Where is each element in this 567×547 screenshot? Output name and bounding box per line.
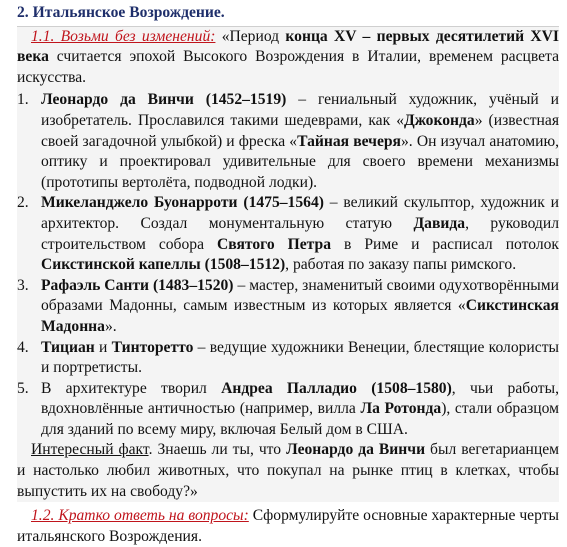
- artwork-name: Давида: [413, 214, 466, 232]
- task-paragraph: 1.2. Кратко ответь на вопросы: Сформулируйте основные характерные черты итальянского Возрождения.: [17, 507, 559, 545]
- artists-list: [17, 90, 559, 440]
- artist-name: Леонардо да Винчи: [286, 441, 426, 459]
- artist-name: Рафаэль Санти (1483–1520): [41, 276, 234, 294]
- artist-name: Андреа Палладио (1508–1580): [221, 379, 452, 397]
- artwork-name: Ла Ротонда: [360, 400, 442, 418]
- artist-name: Тинторетто: [111, 338, 194, 356]
- artwork-name: Джоконда: [404, 111, 475, 129]
- artwork-name: Сикстинская Мадонна: [41, 297, 559, 335]
- list-item: 5. В архитектуре творил Андреа Палладио (1508–1580), чьи работы, вдохновлённые античностью (например, вилла Ла Ротонда), стали образцом для зданий по всему миру, включая Белый дом в США.: [17, 379, 560, 438]
- artist-name: Тициан: [41, 338, 95, 356]
- artist-name: Леонардо да Винчи (1452–1519): [41, 91, 287, 109]
- list-item: 3. Рафаэль Санти (1483–1520) – мастер, знаменитый своими одухотворёнными образами Мадонны, самым известным из которых является «Сикстинская Мадонна».: [17, 276, 559, 335]
- fact-paragraph: Интересный факт. Знаешь ли ты, что Леонардо да Винчи был вегетарианцем и настолько любил животных, что покупал на рынке птиц в клетках, чтобы выпустить их на свободу?»: [17, 441, 560, 500]
- intro-paragraph: 1.1. Возьми без изменений: «Период конца XV – первых десятилетий XVI века считается эпохой Высокого Возрождения в Италии, временем расцвета искусства.: [17, 27, 559, 86]
- fact-label: Интересный факт: [31, 441, 149, 459]
- list-item: 1. Леонардо да Винчи (1452–1519) – гениальный художник, учёный и изобретатель. Прославился такими шедеврами, как «Джоконда» (известная своей загадочной улыбкой) и фреска «Тайная вечеря». Он изучал анатомию, оптику и проектировал удивительные для своего времени механизмы (прототипы вертолёта, подводной лодки).: [17, 91, 559, 191]
- highlighted-text-block: [17, 26, 559, 503]
- task-label: 1.2. Кратко ответь на вопросы:: [31, 507, 249, 525]
- artwork-name: Тайная вечеря: [297, 132, 401, 150]
- list-item: 2. Микеланджело Буонарроти (1475–1564) – великий скульптор, художник и архитектор. Создал монументальную статую Давида, руководил строительством собора Святого Петра в Риме и расписал потолок Сикстинской капеллы (1508–1512), работая по заказу папы римского.: [17, 194, 559, 274]
- instruction-label: 1.1. Возьми без изменений:: [31, 27, 216, 45]
- artwork-name: Сикстинской капеллы (1508–1512): [41, 256, 286, 274]
- section-heading: 2. Итальянское Возрождение.: [17, 4, 225, 21]
- artist-name: Микеланджело Буонарроти (1475–1564): [41, 194, 324, 212]
- artwork-name: Святого Петра: [216, 235, 331, 253]
- list-item: 4. Тициан и Тинторетто – ведущие художники Венеции, блестящие колористы и портретисты.: [17, 338, 559, 377]
- period-emphasis: конца XV – первых десятилетий XVI века: [17, 27, 559, 66]
